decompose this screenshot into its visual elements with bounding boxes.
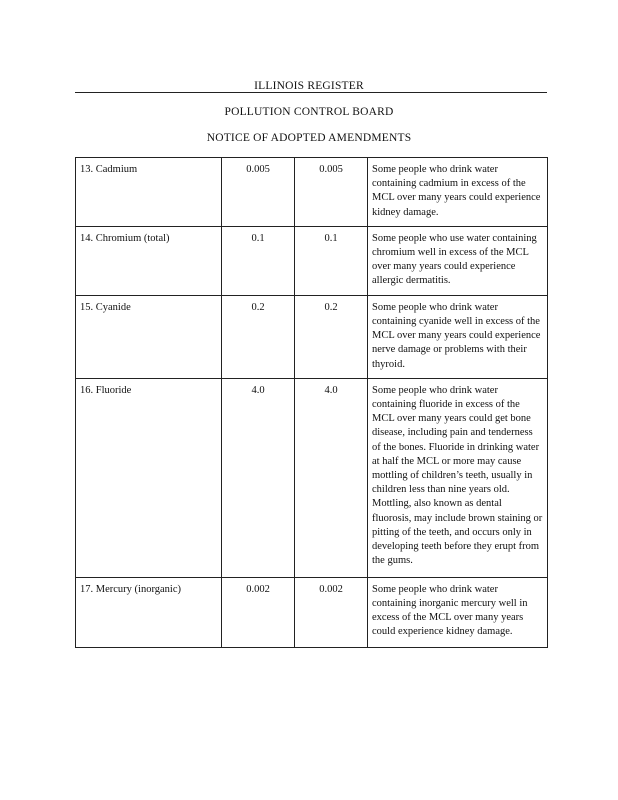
table-row — [76, 577, 548, 647]
contaminant-name: 15. Cyanide — [76, 295, 222, 378]
mcl-value: 0.002 — [222, 577, 295, 647]
health-effects: Some people who use water containing chromium well in excess of the MCL over many years could experience allergic dermatitis. — [368, 226, 548, 295]
contaminant-name: 13. Cadmium — [76, 158, 222, 227]
contaminant-name: 17. Mercury (inorganic) — [76, 577, 222, 647]
mclg-value: 0.2 — [295, 295, 368, 378]
contaminant-table — [75, 157, 548, 648]
table-row — [76, 378, 548, 577]
health-effects: Some people who drink water containing cyanide well in excess of the MCL over many years could experience nerve damage or problems with their thyroid. — [368, 295, 548, 378]
mcl-value: 4.0 — [222, 378, 295, 577]
health-effects: Some people who drink water containing inorganic mercury well in excess of the MCL over many years could experience kidney damage. — [368, 577, 548, 647]
mcl-value: 0.2 — [222, 295, 295, 378]
notice-title: NOTICE OF ADOPTED AMENDMENTS — [206, 132, 412, 144]
mcl-value: 0.005 — [222, 158, 295, 227]
table-row — [76, 158, 548, 227]
health-effects: Some people who drink water containing cadmium in excess of the MCL over many years could experience kidney damage. — [368, 158, 548, 227]
mcl-value: 0.1 — [222, 226, 295, 295]
mclg-value: 4.0 — [295, 378, 368, 577]
register-title: ILLINOIS REGISTER — [254, 80, 364, 92]
health-effects: Some people who drink water containing fluoride in excess of the MCL over many years could get bone disease, including pain and tenderness of the bones. Fluoride in drinking water at half the MCL or more may cause mottling of children’s teeth, usually in children less than nine years old. Mottling, also known as dental fluorosis, may include brown staining or pitting of the teeth, and occurs only in developing teeth before they erupt from the gums. — [368, 378, 548, 577]
header-rule — [75, 92, 547, 93]
table-row — [76, 295, 548, 378]
contaminant-name: 16. Fluoride — [76, 378, 222, 577]
mclg-value: 0.1 — [295, 226, 368, 295]
mclg-value: 0.005 — [295, 158, 368, 227]
contaminant-name: 14. Chromium (total) — [76, 226, 222, 295]
table-row — [76, 226, 548, 295]
board-title: POLLUTION CONTROL BOARD — [224, 106, 394, 118]
mclg-value: 0.002 — [295, 577, 368, 647]
